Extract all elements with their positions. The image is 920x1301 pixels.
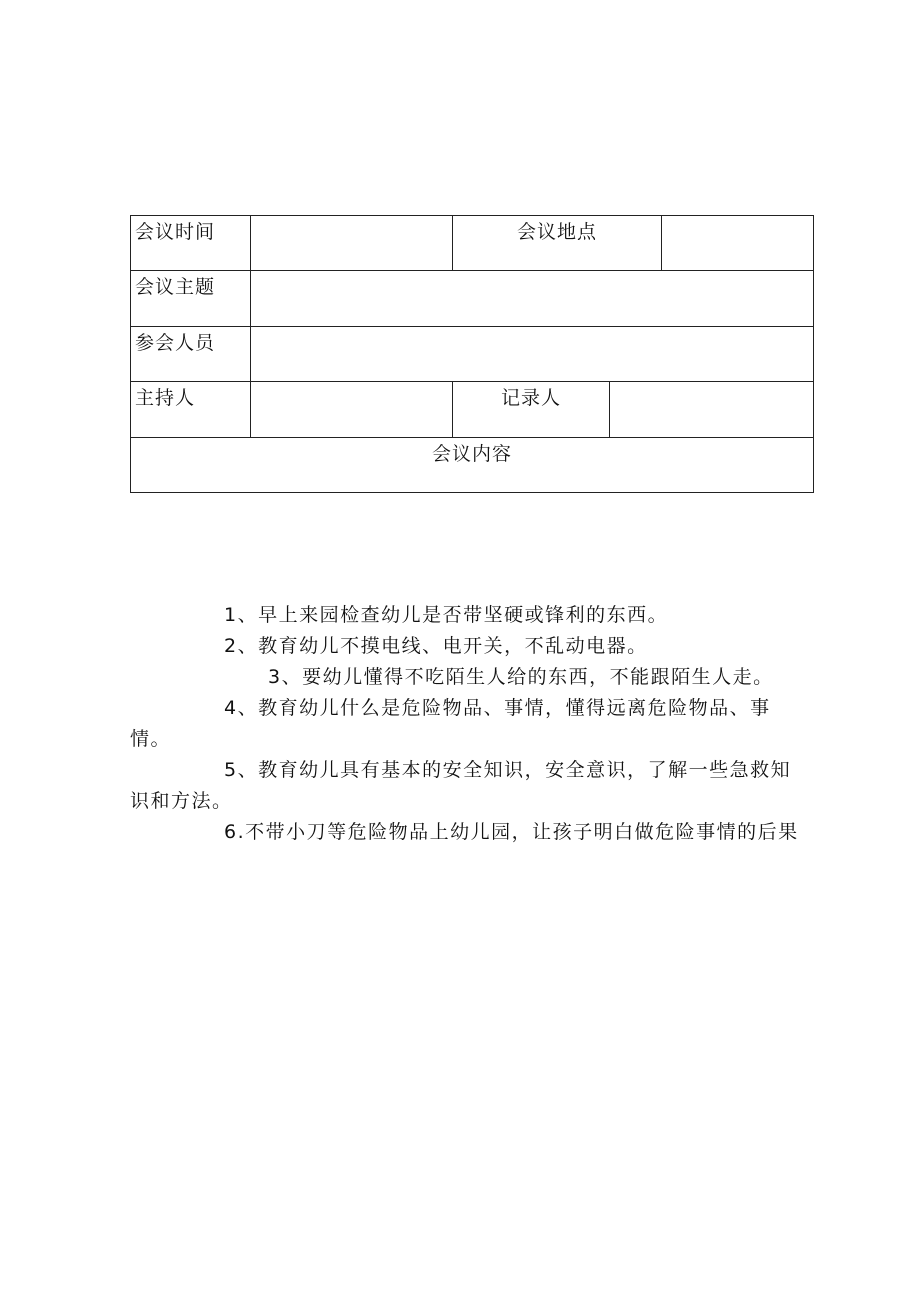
meeting-time-value — [251, 216, 453, 271]
host-label: 主持人 — [131, 382, 251, 437]
meeting-place-label: 会议地点 — [453, 216, 662, 271]
content-item-3: 3、要幼儿懂得不吃陌生人给的东西，不能跟陌生人走。 — [268, 666, 774, 688]
content-item-4: 4、教育幼儿什么是危险物品、事情，懂得远离危险物品、事情。 — [130, 697, 771, 750]
attendees-value — [251, 326, 814, 381]
meeting-place-value — [662, 216, 814, 271]
table-row — [131, 271, 814, 326]
host-value — [251, 382, 453, 437]
meeting-time-label: 会议时间 — [131, 216, 251, 271]
meeting-topic-value — [251, 271, 814, 326]
meeting-content-body — [130, 600, 810, 848]
content-item-2: 2、教育幼儿不摸电线、电开关，不乱动电器。 — [224, 635, 648, 657]
content-item-5: 5、教育幼儿具有基本的安全知识，安全意识，了解一些急救知识和方法。 — [130, 759, 792, 812]
table-row — [131, 326, 814, 381]
table-row — [131, 382, 814, 437]
content-item-6: 6.不带小刀等危险物品上幼儿园，让孩子明白做危险事情的后果 — [224, 821, 799, 843]
recorder-value — [610, 382, 814, 437]
table-row — [131, 437, 814, 492]
meeting-content-label: 会议内容 — [131, 437, 814, 492]
recorder-label: 记录人 — [453, 382, 610, 437]
table-row — [131, 216, 814, 271]
attendees-label: 参会人员 — [131, 326, 251, 381]
meeting-info-table — [130, 215, 814, 493]
meeting-topic-label: 会议主题 — [131, 271, 251, 326]
content-item-1: 1、早上来园检查幼儿是否带坚硬或锋利的东西。 — [224, 604, 669, 626]
